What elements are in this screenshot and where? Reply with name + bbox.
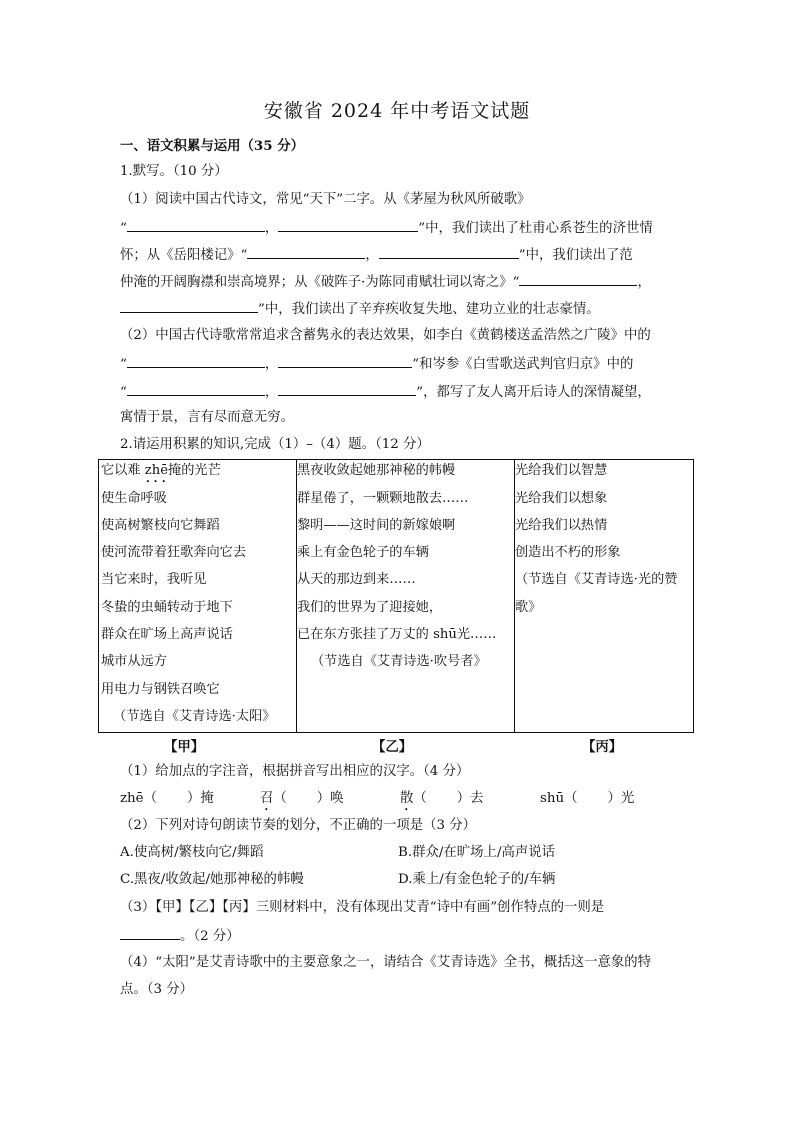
- answer-blank[interactable]: [519, 272, 637, 286]
- option-c[interactable]: C.黑夜/收敛起/她那神秘的帏幔: [120, 872, 304, 887]
- answer-blank[interactable]: [379, 245, 519, 259]
- answer-blank[interactable]: [278, 218, 418, 232]
- pinyin-item: 散（ ）去: [400, 791, 484, 806]
- label-bing: 【丙】: [582, 739, 623, 755]
- q1-line-1: （1）阅读中国古代诗文，常见“天下”二字。从《茅屋为秋风所破歌》: [120, 192, 531, 207]
- poem-line: 冬蛰的虫蛹转动于地下: [101, 600, 233, 615]
- section-heading: 一、语文积累与运用（35 分）: [120, 138, 304, 154]
- q1-line-4: 仲淹的开阔胸襟和崇高境界；从《破阵子·为陈同甫赋壮词以寄之》“ ，: [120, 272, 651, 292]
- pinyin-item: zhē（ ）掩: [120, 791, 214, 806]
- q2-sub1: （1）给加点的字注音，根据拼音写出相应的汉字。（4 分）: [120, 764, 470, 779]
- poem-line: 使河流带着狂歌奔向它去: [101, 545, 247, 560]
- poem-table: [98, 459, 694, 733]
- q2-sub2: （2）下列对诗句朗读节奏的划分，不正确的一项是（3 分）: [120, 818, 477, 833]
- q1-line-7: “ ， ”和岑参《白雪歌送武判官归京》中的: [120, 354, 633, 374]
- poem-bing: [515, 460, 695, 732]
- answer-blank[interactable]: [127, 218, 265, 232]
- poem-line: 光给我们以热情: [515, 518, 608, 533]
- answer-blank[interactable]: [120, 926, 180, 940]
- quote-open: “: [120, 221, 127, 236]
- poem-line: 当它来时，我听见: [101, 572, 207, 587]
- option-a[interactable]: A.使高树/繁枝向它/舞蹈: [120, 845, 264, 860]
- poem-line: 从天的那边到来……: [297, 572, 416, 587]
- poem-source: （节选自《艾青诗选·太阳》: [113, 709, 276, 724]
- poem-line: 乘上有金色轮子的车辆: [297, 545, 429, 560]
- poem-line: 群众在旷场上高声说话: [101, 627, 233, 642]
- q2-header: 2.请运用积累的知识,完成（1）–（4）题。（12 分）: [120, 437, 430, 452]
- poem-line: 城市从远方: [101, 654, 167, 669]
- answer-blank[interactable]: [127, 354, 265, 368]
- q1-line-9: 寓情于景，言有尽而意无穷。: [120, 410, 295, 425]
- poem-line: 创造出不朽的形象: [515, 545, 621, 560]
- q2-sub4: （4）“太阳”是艾青诗歌中的主要意象之一，请结合《艾青诗选》全书，概括这一意象的特: [120, 955, 652, 970]
- poem-line: 光给我们以想象: [515, 491, 608, 506]
- answer-blank[interactable]: [127, 382, 265, 396]
- poem-line: 已在东方张挂了万丈的 shū光……: [297, 627, 497, 642]
- page-title: 安徽省 2024 年中考语文试题: [263, 100, 531, 122]
- label-yi: 【乙】: [372, 739, 413, 755]
- poem-line: 使生命呼吸: [101, 491, 167, 506]
- poem-jia: [99, 460, 297, 732]
- poem-source: 歌》: [515, 600, 542, 615]
- answer-blank[interactable]: [278, 382, 416, 396]
- poem-line: 使高树繁枝向它舞蹈: [101, 518, 220, 533]
- poem-source: （节选自《艾青诗选·光的赞: [515, 572, 678, 587]
- option-d[interactable]: D.乘上/有金色轮子的/车辆: [398, 872, 556, 887]
- answer-blank[interactable]: [278, 354, 412, 368]
- poem-line: 用电力与钢铁召唤它: [101, 682, 220, 697]
- q2-sub3: （3）【甲】【乙】【丙】三则材料中，没有体现出艾青“诗中有画”创作特点的一则是: [120, 900, 605, 915]
- poem-yi: [297, 460, 515, 732]
- q1-line-2: “ ， ”中，我们读出了杜甫心系苍生的济世情: [120, 218, 653, 238]
- poem-line: 黎明——这时间的新嫁娘啊: [297, 518, 456, 533]
- poem-line: 它以难 zhē掩的光芒: [101, 463, 221, 478]
- poem-source: （节选自《艾青诗选·吹号者》: [311, 654, 487, 669]
- label-jia: 【甲】: [164, 739, 205, 755]
- q1-line-8: “ ， ”，都写了友人离开后诗人的深情凝望，: [120, 382, 651, 402]
- poem-line: 黑夜收敛起她那神秘的帏幔: [297, 463, 456, 478]
- answer-blank[interactable]: [247, 245, 365, 259]
- poem-line: 光给我们以智慧: [515, 463, 608, 478]
- q2-sub3-answer: 。（2 分）: [120, 926, 240, 946]
- pinyin-item: 召（ ）唤: [260, 791, 344, 806]
- poem-line: 我们的世界为了迎接她，: [297, 600, 443, 615]
- pinyin-item: shū（ ）光: [540, 791, 635, 806]
- answer-blank[interactable]: [120, 299, 258, 313]
- option-b[interactable]: B.群众/在旷场上/高声说话: [398, 845, 556, 860]
- poem-line: 群星倦了，一颗颗地散去……: [297, 491, 469, 506]
- q2-sub4-cont: 点。（3 分）: [120, 982, 194, 997]
- q1-line-6: （2）中国古代诗歌常常追求含蓄隽永的表达效果，如李白《黄鹤楼送孟浩然之广陵》中的: [120, 328, 651, 343]
- q1-line-3: 怀；从《岳阳楼记》“ ， ”中，我们读出了范: [120, 245, 633, 265]
- q1-line-5: ”中，我们读出了辛弃疾收复失地、建功立业的壮志豪情。: [120, 299, 600, 319]
- q1-header: 1.默写。（10 分）: [120, 164, 228, 179]
